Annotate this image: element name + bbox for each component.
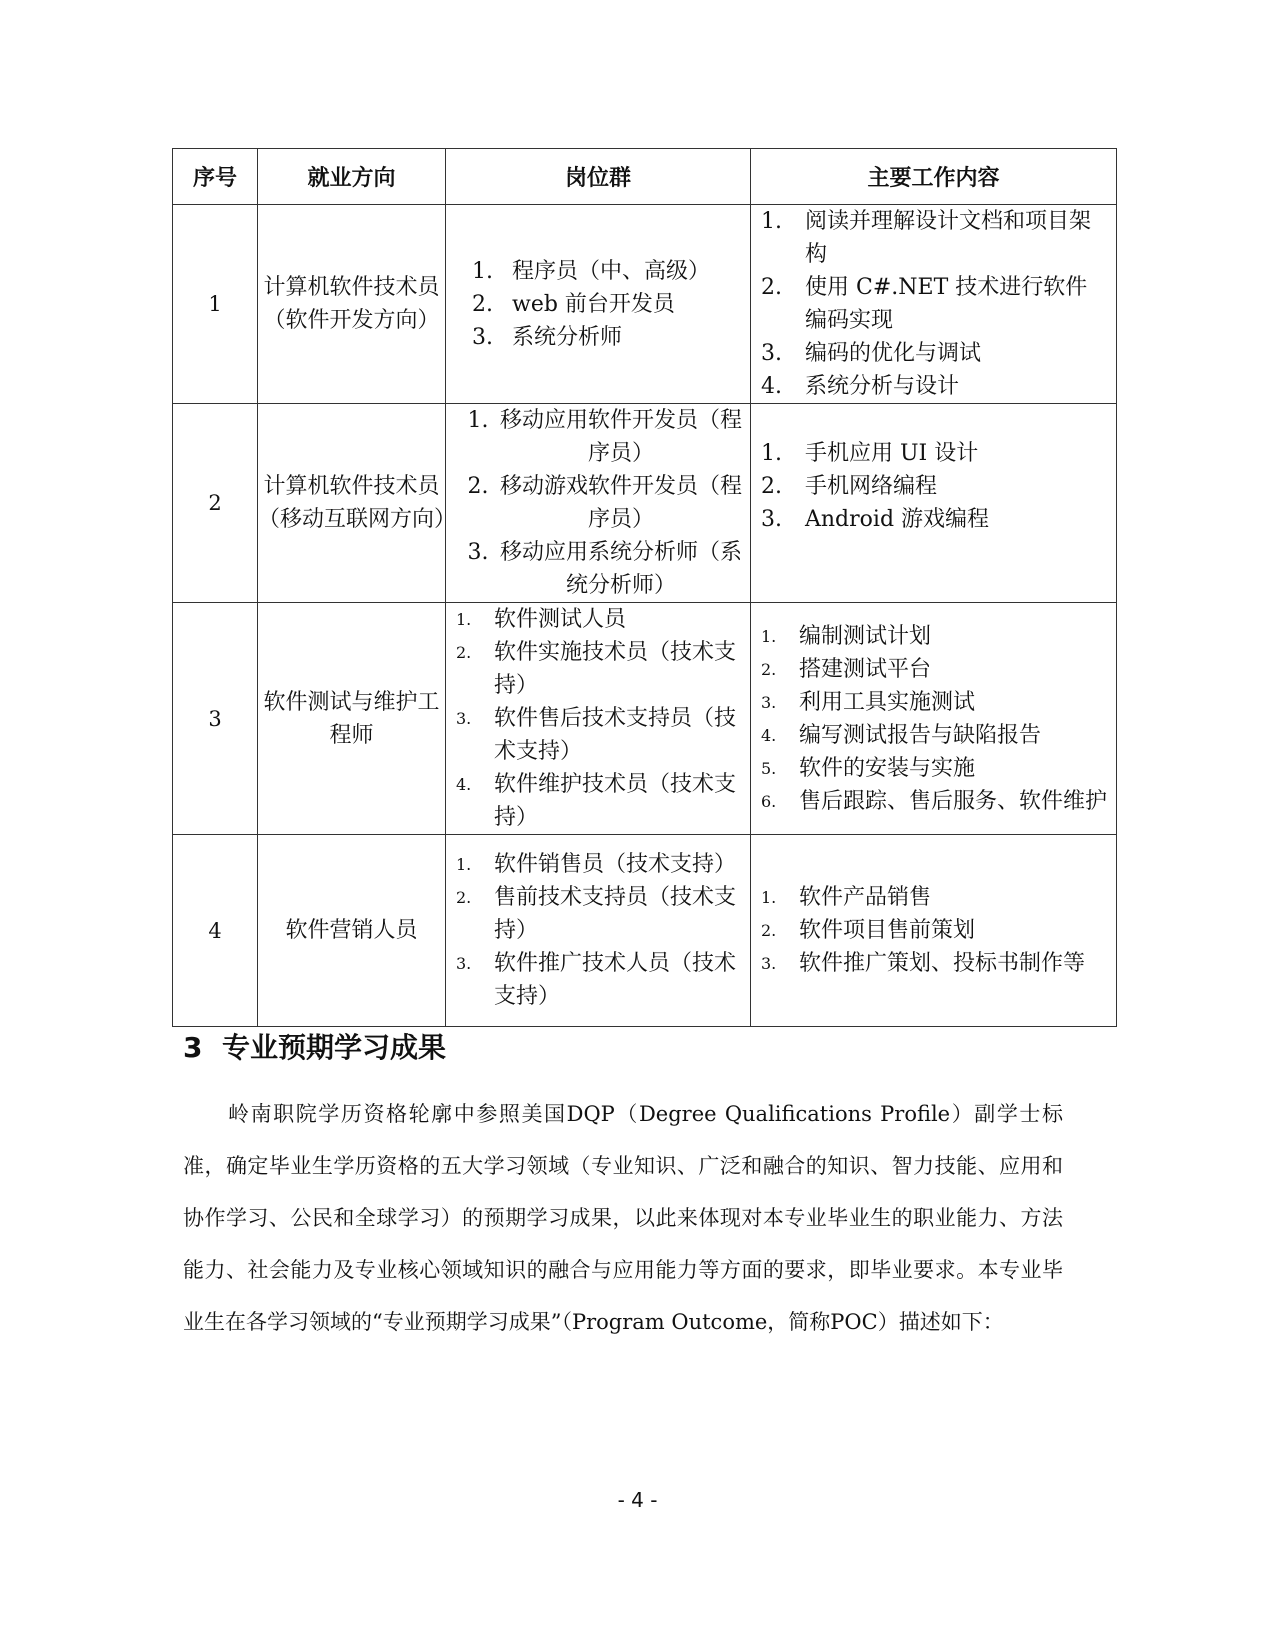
list-item: 4. 系统分析与设计 [761, 374, 960, 399]
list-item: 3. 软件推广策划、投标书制作等 [761, 951, 1086, 976]
row-no: 2 [173, 404, 258, 603]
row-direction: 软件营销人员 [258, 835, 446, 1027]
list-item: 3. Android 游戏编程 [761, 507, 990, 532]
table-row [173, 603, 1117, 835]
table-row [173, 205, 1117, 404]
row-tasks [751, 835, 1117, 1027]
row-no: 4 [173, 835, 258, 1027]
employment-table [172, 148, 1117, 1027]
list-item: 3. 软件售后技术支持员（技术支持） [456, 706, 737, 764]
list-item: 5. 软件的安装与实施 [761, 755, 976, 781]
row-no: 3 [173, 603, 258, 835]
list-item: 3. 软件推广技术人员（技术支持） [456, 951, 737, 1009]
row-tasks [751, 603, 1117, 835]
list-item: 4. 编写测试报告与缺陷报告 [761, 722, 1042, 748]
row-tasks [751, 205, 1117, 404]
row-positions [446, 404, 751, 603]
list-item: 4. 软件维护技术员（技术支持） [456, 772, 737, 830]
header-tasks: 主要工作内容 [751, 149, 1117, 205]
row-positions [446, 205, 751, 404]
table-row [173, 404, 1117, 603]
list-item: 2. 搭建测试平台 [761, 656, 932, 682]
list-item: 1. 程序员（中、高级） [472, 258, 711, 284]
list-item: 1. 软件产品销售 [761, 885, 932, 910]
list-item: 2. 软件实施技术员（技术支持） [456, 640, 737, 698]
header-direction: 就业方向 [258, 149, 446, 205]
list-item: 1. 编制测试计划 [761, 623, 932, 649]
table-row [173, 835, 1117, 1027]
list-item: 3. 系统分析师 [472, 324, 623, 350]
page-number: - 4 - [617, 1488, 658, 1512]
section-heading [183, 1026, 446, 1066]
list-item: 2. 手机网络编程 [761, 474, 938, 499]
list-item: 1. 移动应用软件开发员（程序员） [467, 408, 743, 466]
list-item: 3. 编码的优化与调试 [761, 341, 982, 366]
list-item: 2. 售前技术支持员（技术支持） [456, 885, 737, 943]
list-item: 1. 阅读并理解设计文档和项目架构 [761, 209, 1092, 267]
table-header-row [173, 149, 1117, 205]
list-item: 1. 手机应用 UI 设计 [761, 441, 979, 466]
list-item: 1. 软件销售员（技术支持） [456, 852, 737, 877]
row-direction: 计算机软件技术员（软件开发方向） [258, 205, 446, 404]
row-tasks [751, 404, 1117, 603]
list-item: 3. 利用工具实施测试 [761, 689, 976, 715]
row-no: 1 [173, 205, 258, 404]
row-direction: 计算机软件技术员（移动互联网方向） [258, 404, 446, 603]
list-item: 2. web 前台开发员 [472, 291, 675, 317]
list-item: 2. 移动游戏软件开发员（程序员） [467, 474, 743, 532]
list-item: 2. 使用 C#.NET 技术进行软件编码实现 [761, 275, 1088, 333]
section-title: 专业预期学习成果 [221, 1031, 446, 1064]
list-item: 1. 软件测试人员 [456, 607, 627, 632]
header-no: 序号 [173, 149, 258, 205]
list-item: 2. 软件项目售前策划 [761, 918, 976, 943]
row-positions [446, 835, 751, 1027]
row-direction: 软件测试与维护工程师 [258, 603, 446, 835]
list-item: 3. 移动应用系统分析师（系统分析师） [467, 540, 743, 598]
section-number: 3 [183, 1031, 203, 1064]
header-positions: 岗位群 [446, 149, 751, 205]
body-paragraph: 岭南职院学历资格轮廓中参照美国DQP（Degree Qualifications Profile）副学士标准，确定毕业生学历资格的五大学习领域（专业知识、广泛和融合的知识、智力技能、应用和协作学习、公民和全球学习）的预期学习成果，以此来体现对本专业毕业生的职业能力、方法能力、社会能力及专业核心领域知识的融合与应用能力等方面的要求，即毕业要求。本专业毕业生在各学习领域的“专业预期学习成果”（Program Outcome，简称POC）描述如下： [183, 1102, 1063, 1334]
row-positions [446, 603, 751, 835]
list-item: 6. 售后跟踪、售后服务、软件维护 [761, 788, 1108, 814]
